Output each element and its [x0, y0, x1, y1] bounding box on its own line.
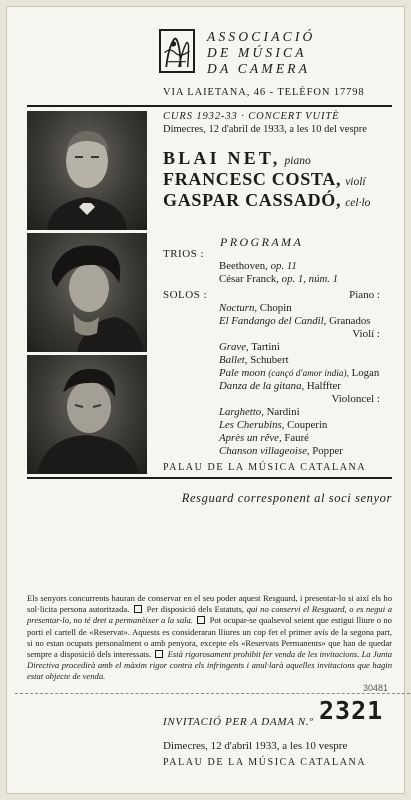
- bullet-icon: [155, 650, 163, 658]
- program-item: Chanson villageoise, Popper: [219, 445, 343, 457]
- program-item: César Franck, op. 1, núm. 1: [219, 273, 339, 285]
- portrait-blai-net: [27, 111, 147, 230]
- notice-text: Els senyors concurrents hauran de conservar en el seu poder aquest Resguard, i presentar-lo si així els ho sol·licita persona autoritzada. Per disposició dels Estatuts, qui no conservi el Resguard, o es negui a presentar-lo, no té dret a permanèixer a la sala. Pot ocupar-se qualsevol seient que estigui lliure o no porti el cartell de «Reservat». Aquests es consideraran lliures un cop fet el primer avís de la segona part, si no estan ocupats personalment o amb penyora, excepte els «Reservats Permanents» que han de quedar sempre a disposició dels interessats. Està rigorosament prohibit fer venda de les invitacions. La Junta Directiva procedirà amb el màxim rigor contra els infringents i anul·larà aquelles invitacions que hagin estat objecte de venda.: [27, 593, 392, 682]
- concert-date: Dimecres, 12 d'abril de 1933, a les 10 del vespre: [163, 124, 367, 135]
- invitation-number: 2321: [319, 696, 384, 725]
- program-item: El Fandango del Candil, Granados: [219, 315, 371, 327]
- program-item: Beethoven, op. 11: [219, 260, 297, 272]
- violi-label: Violí :: [352, 328, 380, 340]
- portrait-francesc-costa: [27, 233, 147, 352]
- performer-instrument: piano: [284, 155, 311, 167]
- invitation-venue: PALAU DE LA MÚSICA CATALANA: [163, 757, 367, 768]
- trios-label: TRIOS :: [163, 248, 205, 260]
- violoncel-label: Violoncel :: [331, 393, 380, 405]
- performer-list: [163, 148, 395, 211]
- invitation-label: INVITACIÓ PER A DAMA N.º: [163, 716, 314, 728]
- invitation-date: Dimecres, 12 d'abril 1933, a les 10 vespre: [163, 740, 348, 752]
- season-label: CURS 1932-33 · CONCERT VUITÈ: [163, 111, 340, 122]
- portrait-icon: [27, 233, 147, 352]
- program-item: Nocturn, Chopin: [219, 302, 292, 314]
- performer-name: GASPAR CASSADÓ,: [163, 190, 342, 210]
- portrait-icon: [27, 111, 147, 230]
- tear-line: [15, 693, 410, 694]
- performer-name: FRANCESC COSTA,: [163, 169, 342, 189]
- association-logo: [159, 29, 195, 73]
- program-item: Les Cherubins, Couperin: [219, 419, 328, 431]
- performer-instrument: violí: [345, 176, 366, 188]
- performer-instrument: cel·lo: [345, 197, 371, 209]
- performer-name: BLAI NET,: [163, 148, 281, 168]
- venue-name: PALAU DE LA MÚSICA CATALANA: [163, 462, 367, 473]
- performer-row: [163, 169, 395, 190]
- portrait-icon: [27, 355, 147, 474]
- pencil-annotation: 30481: [363, 683, 389, 693]
- performer-photos: [27, 111, 147, 475]
- performer-row: [163, 190, 395, 211]
- performer-row: [163, 148, 395, 169]
- bullet-icon: [134, 605, 142, 613]
- program-item: Danza de la gitana, Halffter: [219, 380, 341, 392]
- association-name: ASSOCIACIÓ DE MÚSICA DA CAMERA: [207, 29, 316, 76]
- program-item: Après un rêve, Fauré: [219, 432, 309, 444]
- ticket-card: [6, 6, 405, 794]
- program-item: Larghetto, Nardini: [219, 406, 300, 418]
- program-item: Grave, Tartini: [219, 341, 280, 353]
- piano-label: Piano :: [349, 289, 380, 301]
- bullet-icon: [197, 616, 205, 624]
- portrait-gaspar-cassado: [27, 355, 147, 474]
- program-item: Pale moon (cançó d'amor india), Logan: [219, 367, 380, 379]
- association-address: VIA LAIETANA, 46 - TELÈFON 17798: [163, 87, 365, 98]
- top-divider: [27, 105, 392, 107]
- bottom-divider: [27, 477, 392, 479]
- program-item: Ballet, Schubert: [219, 354, 289, 366]
- resguard-label: Resguard corresponent al soci senyor: [181, 491, 392, 505]
- logo-emblem-icon: [161, 31, 193, 71]
- program-title: PROGRAMA: [220, 235, 304, 249]
- solos-label: SOLOS :: [163, 289, 208, 301]
